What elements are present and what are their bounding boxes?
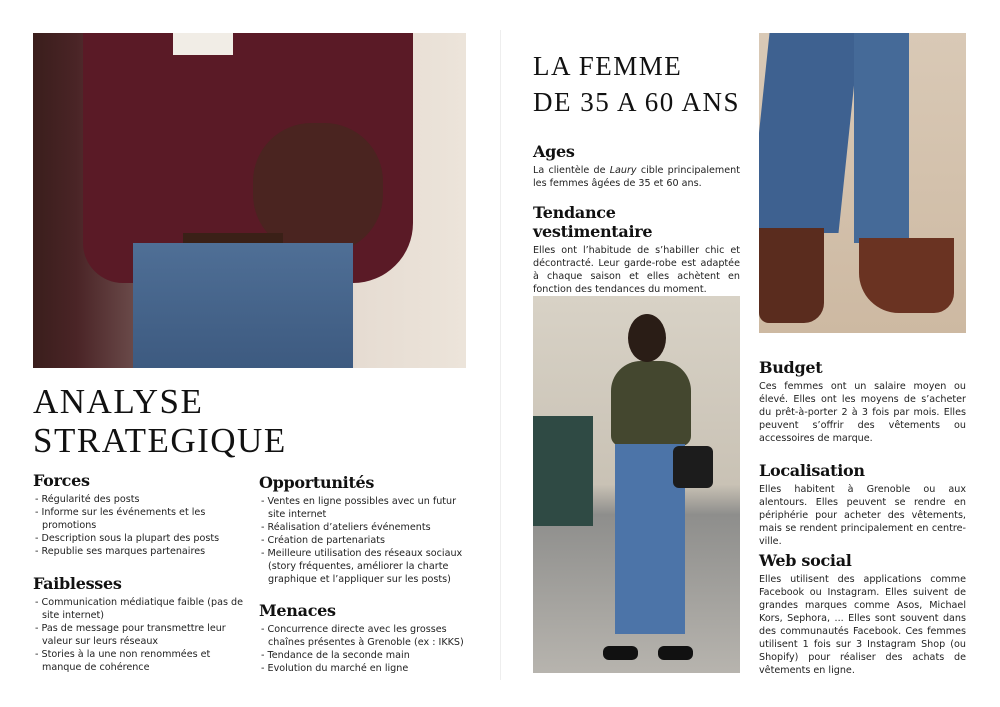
- brand-name: Laury: [609, 165, 637, 176]
- section-heading: Ages: [533, 142, 575, 161]
- section-opportunites: [259, 473, 474, 586]
- section-localisation: [759, 461, 966, 548]
- section-web-social: [759, 551, 966, 677]
- section-budget: [759, 358, 966, 445]
- section-text: Elles ont l’habitude de s’habiller chic et décontracté. Leur garde-robe est adaptée à chaque saison et elles achètent en fonction des tendances du moment.: [533, 245, 740, 295]
- section-text: Elles habitent à Grenoble ou aux alentours. Elles peuvent se rendre en périphérie pour acheter des vêtements, mais se rendent principalement en centre-ville.: [759, 484, 966, 547]
- section-heading: Opportunités: [259, 473, 375, 492]
- list-item: - Informe sur les événements et les promotions: [33, 506, 248, 532]
- left-page-title: [33, 383, 287, 460]
- section-text: Ces femmes ont un salaire moyen ou élevé. Elles ont les moyens de s’acheter du prêt-à-porter 2 à 3 fois par mois. Elles peuvent s’offrir des vêtements ou accessoires de marque.: [759, 381, 966, 444]
- title-line-2: STRATEGIQUE: [33, 420, 287, 460]
- list-item: - Republie ses marques partenaires: [33, 545, 248, 558]
- list-item: - Evolution du marché en ligne: [259, 662, 474, 675]
- section-heading: Budget: [759, 358, 823, 377]
- title-line-1: LA FEMME: [533, 51, 683, 81]
- title-line-2: DE 35 A 60 ANS: [533, 87, 741, 117]
- list-item: - Stories à la une non renommées et manque de cohérence: [33, 648, 248, 674]
- list-item: - Tendance de la seconde main: [259, 649, 474, 662]
- section-text: Elles utilisent des applications comme Facebook ou Instagram. Elles suivent de grandes marques comme Asos, Michael Kors, Sephora, ... Elles sont souvent dans des communautés Facebook. Ces femmes utilisent 1 fois sur 3 Instagram Shop (ou Shopify) pour réaliser des achats de vêtements en ligne.: [759, 574, 966, 676]
- photo-jeans-boots: [759, 33, 966, 333]
- list-item: - Création de partenariats: [259, 534, 474, 547]
- list-item: - Meilleure utilisation des réseaux sociaux (story fréquentes, améliorer la charte graphique et l’appliquer sur les posts): [259, 547, 474, 586]
- list-item: - Communication médiatique faible (pas de site internet): [33, 596, 248, 622]
- photo-burgundy-sweater: [33, 33, 466, 368]
- list-item: - Pas de message pour transmettre leur valeur sur leurs réseaux: [33, 622, 248, 648]
- title-line-1: ANALYSE: [33, 382, 204, 421]
- page-divider: [500, 30, 501, 680]
- section-faiblesses: [33, 574, 248, 674]
- section-tendance: [533, 203, 740, 296]
- section-text: [533, 164, 740, 190]
- section-heading: Web social: [759, 551, 852, 570]
- list-item: - Ventes en ligne possibles avec un futur site internet: [259, 495, 474, 521]
- section-ages: [533, 142, 740, 190]
- section-forces: [33, 471, 248, 558]
- photo-street-woman: [533, 296, 740, 673]
- list-item: - Réalisation d’ateliers événements: [259, 521, 474, 534]
- section-heading: Faiblesses: [33, 574, 122, 593]
- section-heading: Tendance vestimentaire: [533, 203, 653, 241]
- section-menaces: [259, 601, 474, 675]
- list-item: - Description sous la plupart des posts: [33, 532, 248, 545]
- section-heading: Localisation: [759, 461, 865, 480]
- list-item: - Concurrence directe avec les grosses chaînes présentes à Grenoble (ex : IKKS): [259, 623, 474, 649]
- section-heading: Forces: [33, 471, 90, 490]
- right-page-title: [533, 48, 740, 120]
- section-heading: Menaces: [259, 601, 336, 620]
- text: cible principalement les femmes âgées de 35 et 60 ans.: [533, 165, 740, 189]
- text: La clientèle de: [533, 165, 610, 176]
- list-item: - Régularité des posts: [33, 493, 248, 506]
